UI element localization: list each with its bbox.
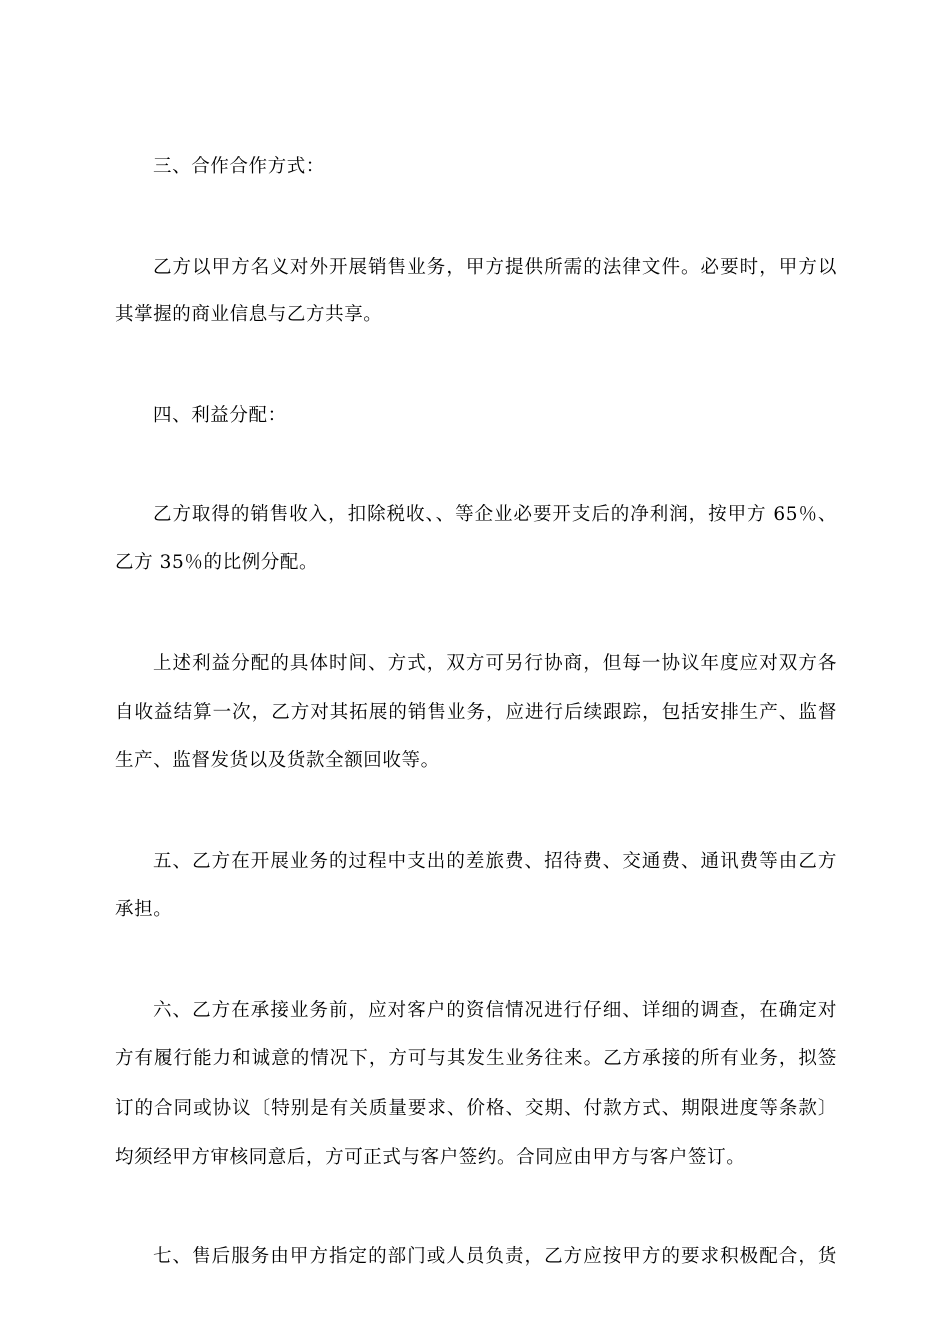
section-6-line-3: 订的合同或协议〔特别是有关质量要求、价格、交期、付款方式、期限进度等条款〕 (115, 1098, 837, 1119)
section-4-heading: 四、利益分配： (153, 405, 287, 426)
section-5-line-1: 五、乙方在开展业务的过程中支出的差旅费、招待费、交通费、通讯费等由乙方 (153, 851, 837, 872)
section-6-line-2: 方有履行能力和诚意的情况下，方可与其发生业务往来。乙方承接的所有业务，拟签 (115, 1048, 837, 1069)
section-4-paragraph-2-line-3: 生产、监督发货以及货款全额回收等。 (115, 750, 440, 771)
section-3-heading: 三、合作合作方式： (153, 156, 325, 177)
section-5-line-2: 承担。 (115, 899, 173, 920)
section-4-paragraph-2-line-2: 自收益结算一次，乙方对其拓展的销售业务，应进行后续跟踪，包括安排生产、监督 (115, 702, 837, 723)
section-7-line-1: 七、售后服务由甲方指定的部门或人员负责，乙方应按甲方的要求积极配合，货 (153, 1246, 837, 1267)
section-6-line-4: 均须经甲方审核同意后，方可正式与客户签约。合同应由甲方与客户签订。 (115, 1147, 746, 1168)
section-3-paragraph-line-2: 其掌握的商业信息与乙方共享。 (115, 304, 383, 325)
section-6-line-1: 六、乙方在承接业务前，应对客户的资信情况进行仔细、详细的调查，在确定对 (153, 1000, 837, 1021)
section-4-paragraph-2-line-1: 上述利益分配的具体时间、方式，双方可另行协商，但每一协议年度应对双方各 (153, 653, 837, 674)
section-4-paragraph-1-line-1: 乙方取得的销售收入，扣除税收、、等企业必要开支后的净利润，按甲方 65％、 (153, 504, 837, 525)
section-4-paragraph-1-line-2: 乙方 35％的比例分配。 (115, 552, 319, 573)
section-3-paragraph-line-1: 乙方以甲方名义对外开展销售业务，甲方提供所需的法律文件。必要时，甲方以 (153, 257, 837, 278)
